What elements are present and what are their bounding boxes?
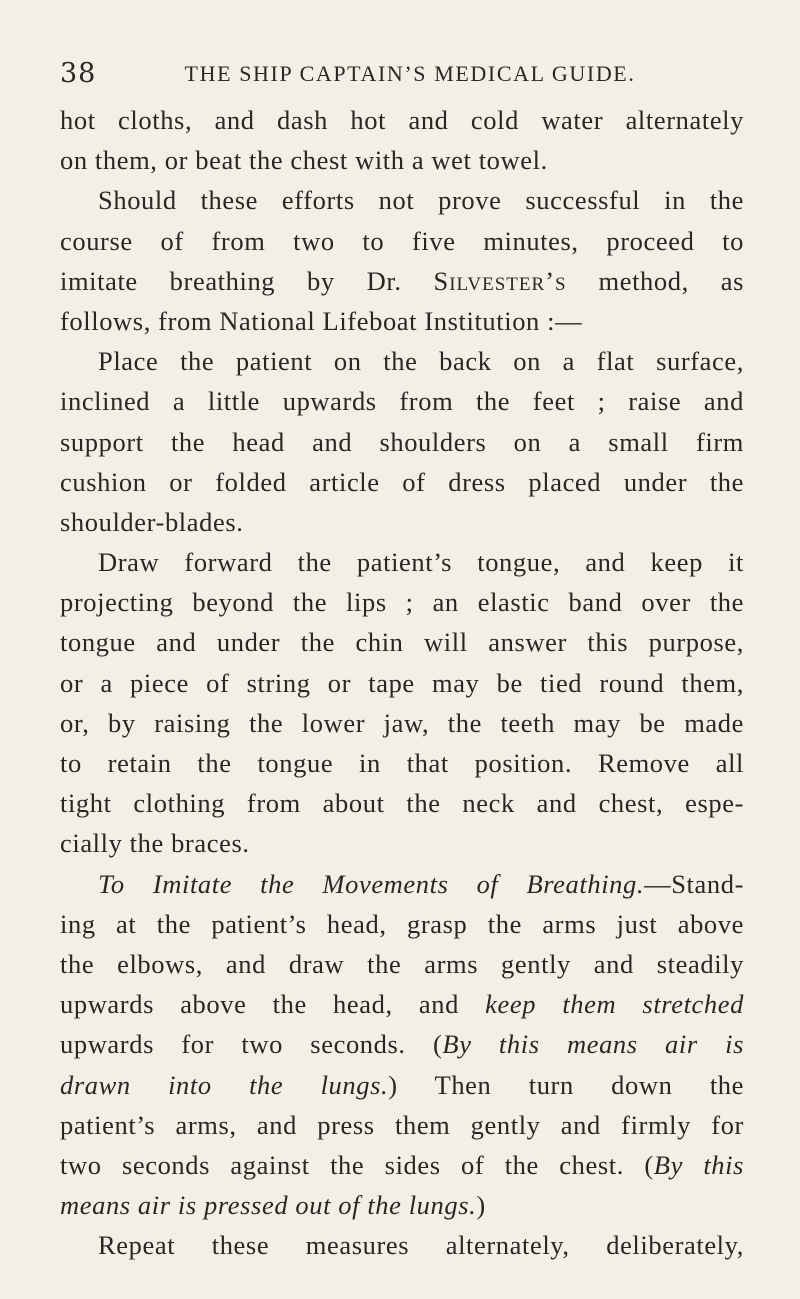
text-segment: imitate breathing by Dr. [60,265,434,296]
text-line [60,823,744,863]
text-segment: Draw forward the patient’s tongue, and keep it [98,547,744,578]
text-line [60,1024,744,1064]
text-segment: two seconds against the sides of the chest. ( [60,1149,654,1180]
text-segment: By this means air is [442,1029,744,1060]
text-segment: Should these efforts not prove successful in the [98,185,744,216]
text-line [60,542,744,582]
text-segment: support the head and shoulders on a small firm [60,426,744,457]
text-segment: To Imitate the Movements of Breathing. [98,868,645,899]
text-line [60,904,744,944]
text-line [60,261,744,301]
text-segment: cushion or folded article of dress placed under the [60,466,744,497]
text-line [60,703,744,743]
text-segment: the elbows, and draw the arms gently and steadily [60,948,744,979]
text-line [60,462,744,502]
text-segment: tongue and under the chin will answer this purpose, [60,627,744,658]
text-segment: method, as [566,265,744,296]
text-segment: cially the braces. [60,828,250,859]
text-line [60,180,744,220]
text-line [60,301,744,341]
text-segment: to retain the tongue in that position. Remove all [60,748,744,778]
text-line [60,422,744,462]
text-segment: shoulder-blades. [60,506,244,537]
text-segment: Place the patient on the back on a flat surface, [98,346,744,377]
text-segment: or a piece of string or tape may be tied round them, [60,667,744,698]
text-segment: patient’s arms, and press them gently and firmly for [60,1109,744,1140]
text-segment: on them, or beat the chest with a wet towel. [60,145,548,176]
page-header [60,58,760,92]
text-line [60,582,744,622]
text-segment: upwards for two seconds. ( [60,1029,443,1060]
text-line [60,944,744,984]
text-line [60,783,744,823]
text-segment: course of from two to five minutes, proceed to [60,225,744,256]
text-segment: follows, from National Lifeboat Institution :— [60,305,583,336]
text-line [60,1225,744,1265]
text-line [60,1065,744,1105]
text-segment: tight clothing from about the neck and chest, espe- [60,788,744,819]
page-number: 38 [60,58,97,89]
text-line [60,663,744,703]
text-segment: ing at the patient’s head, grasp the arms just above [60,908,744,939]
text-line [60,502,744,542]
text-segment: keep them stretched [485,989,744,1020]
running-title: THE SHIP CAPTAIN’S MEDICAL GUIDE. [184,61,636,86]
text-line [60,1105,744,1145]
text-line [60,381,744,421]
text-segment: drawn into the lungs. [60,1069,389,1100]
text-segment: By this [653,1149,745,1180]
text-segment: Silvester’s [433,265,567,296]
text-segment: ) [476,1190,486,1221]
text-segment: hot cloths, and dash hot and cold water alternately [60,105,744,135]
text-segment: inclined a little upwards from the feet ; raise and [60,386,744,417]
text-line [60,221,744,261]
text-line [60,140,744,180]
text-line [60,100,744,140]
text-line [60,743,744,783]
text-segment: upwards above the head, and [60,989,486,1020]
text-line [60,984,744,1024]
text-segment: means air is pressed out of the lungs. [60,1190,477,1221]
text-segment: projecting beyond the lips ; an elastic band over the [60,587,744,618]
text-line [60,1185,744,1225]
text-line [60,622,744,662]
text-segment: Repeat these measures alternately, deliberately, [98,1230,744,1261]
text-segment: or, by raising the lower jaw, the teeth may be made [60,707,744,738]
text-line [60,864,744,904]
text-segment: ) Then turn down the [388,1069,744,1100]
text-line [60,1145,744,1185]
text-segment: —Stand- [644,868,744,899]
body-text [60,100,744,1265]
text-line [60,341,744,381]
